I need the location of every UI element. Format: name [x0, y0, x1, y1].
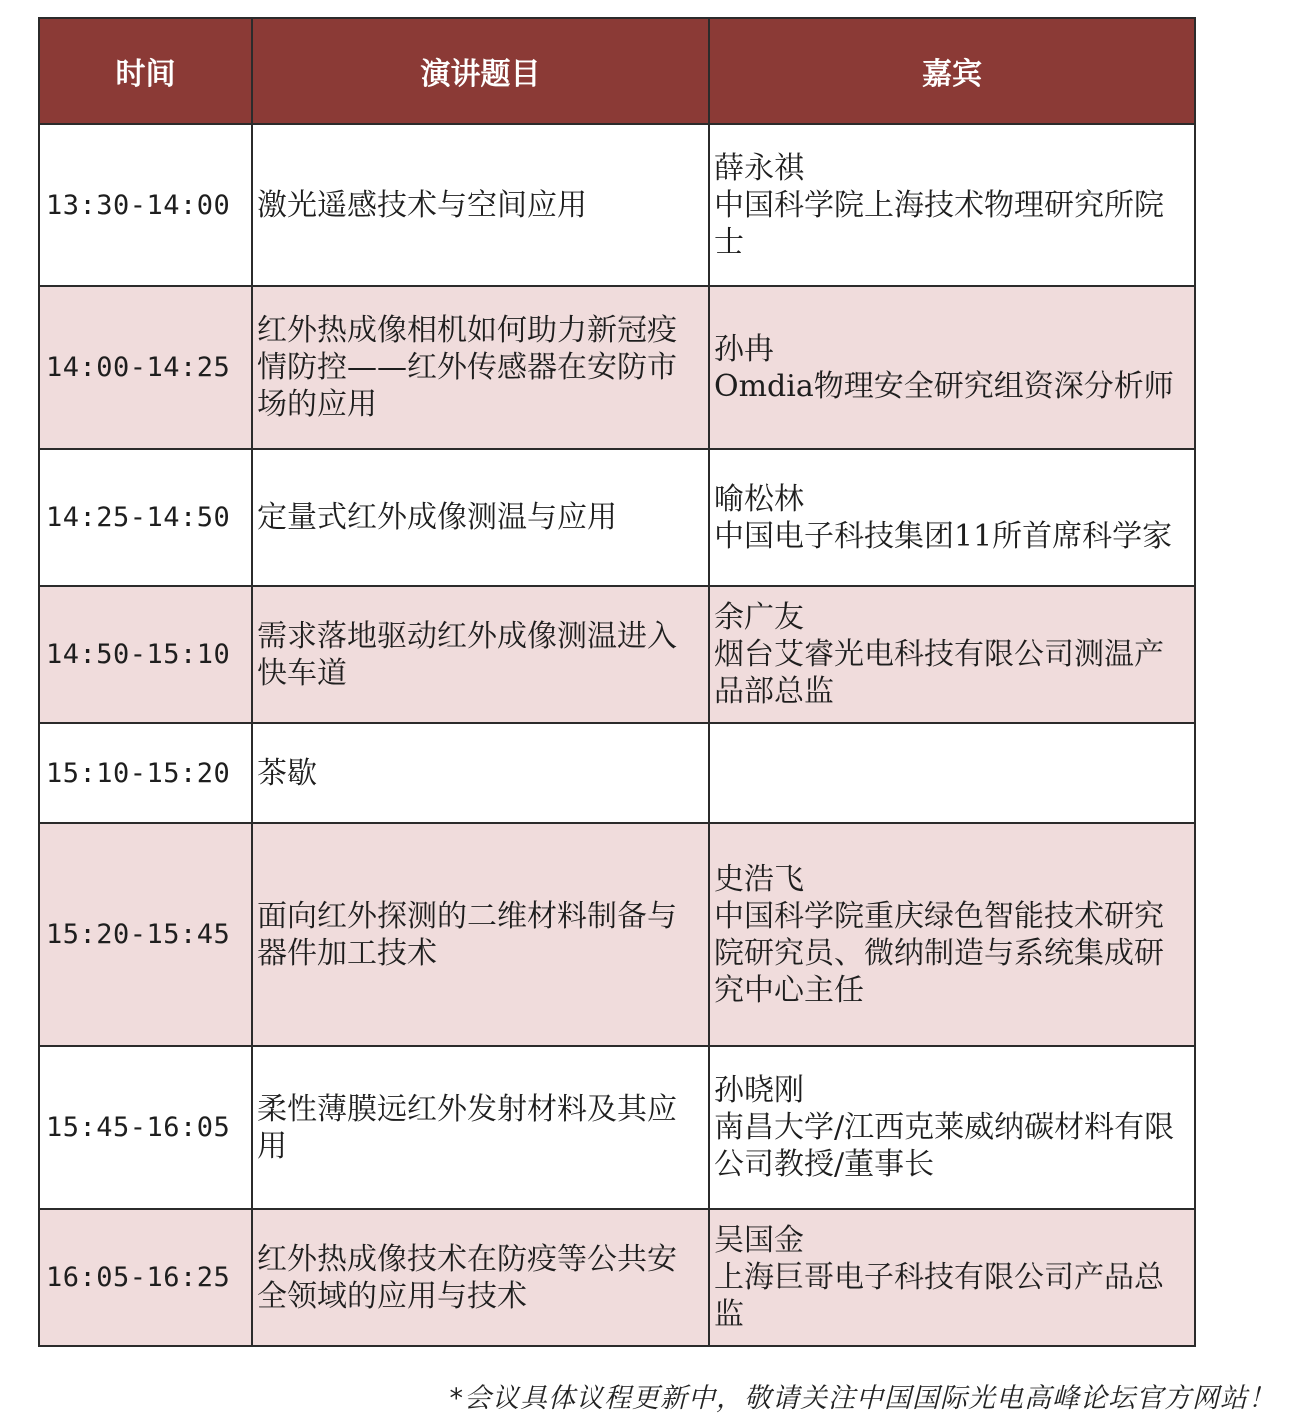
speaker-title: 中国电子科技集团11所首席科学家 — [714, 518, 1173, 554]
speaker-title: 上海巨哥电子科技有限公司产品总监 — [714, 1260, 1164, 1332]
speaker-title: 烟台艾睿光电科技有限公司测温产品部总监 — [714, 637, 1164, 709]
speaker-cell — [709, 1209, 1195, 1346]
topic-cell: 红外热成像相机如何助力新冠疫情防控——红外传感器在安防市场的应用 — [252, 286, 709, 449]
table-row — [39, 1046, 1195, 1209]
speaker-cell — [709, 449, 1195, 586]
speaker-title: 中国科学院上海技术物理研究所院士 — [714, 187, 1164, 260]
table-row — [39, 586, 1195, 723]
table-row — [39, 823, 1195, 1046]
time-cell: 14:00-14:25 — [39, 286, 252, 449]
table-row — [39, 286, 1195, 449]
topic-cell: 激光遥感技术与空间应用 — [252, 124, 709, 286]
time-cell: 15:20-15:45 — [39, 823, 252, 1046]
header-row — [39, 18, 1195, 124]
speaker-cell — [709, 723, 1195, 823]
speaker-cell — [709, 124, 1195, 286]
speaker-title: 中国科学院重庆绿色智能技术研究院研究员、微纳制造与系统集成研究中心主任 — [714, 898, 1164, 1008]
topic-cell: 面向红外探测的二维材料制备与器件加工技术 — [252, 823, 709, 1046]
speaker-title: 南昌大学/江西克莱威纳碳材料有限公司教授/董事长 — [714, 1110, 1175, 1182]
time-cell: 15:45-16:05 — [39, 1046, 252, 1209]
speaker-name: 孙晓刚 — [714, 1073, 804, 1108]
header-speaker: 嘉宾 — [709, 18, 1195, 124]
topic-cell: 红外热成像技术在防疫等公共安全领域的应用与技术 — [252, 1209, 709, 1346]
speaker-name: 吴国金 — [714, 1223, 804, 1258]
speaker-name: 喻松林 — [714, 481, 804, 517]
topic-cell: 定量式红外成像测温与应用 — [252, 449, 709, 586]
time-cell: 13:30-14:00 — [39, 124, 252, 286]
speaker-cell — [709, 823, 1195, 1046]
speaker-title: Omdia物理安全研究组资深分析师 — [714, 368, 1174, 404]
topic-cell: 茶歇 — [252, 723, 709, 823]
speaker-name: 史浩飞 — [714, 861, 804, 897]
agenda-table — [38, 17, 1196, 1347]
table-row — [39, 723, 1195, 823]
time-cell: 14:25-14:50 — [39, 449, 252, 586]
time-cell: 14:50-15:10 — [39, 586, 252, 723]
header-time: 时间 — [39, 18, 252, 124]
header-topic: 演讲题目 — [252, 18, 709, 124]
speaker-name: 余广友 — [714, 600, 804, 635]
topic-cell: 需求落地驱动红外成像测温进入快车道 — [252, 586, 709, 723]
table-row — [39, 1209, 1195, 1346]
topic-cell: 柔性薄膜远红外发射材料及其应用 — [252, 1046, 709, 1209]
time-cell: 15:10-15:20 — [39, 723, 252, 823]
speaker-cell — [709, 1046, 1195, 1209]
speaker-cell — [709, 286, 1195, 449]
speaker-name: 薛永祺 — [714, 150, 804, 186]
table-row — [39, 124, 1195, 286]
speaker-cell — [709, 586, 1195, 723]
table-row — [39, 449, 1195, 586]
footnote: *会议具体议程更新中，敬请关注中国国际光电高峰论坛官方网站！ — [449, 1383, 1276, 1414]
time-cell: 16:05-16:25 — [39, 1209, 252, 1346]
speaker-name: 孙冉 — [714, 331, 774, 367]
